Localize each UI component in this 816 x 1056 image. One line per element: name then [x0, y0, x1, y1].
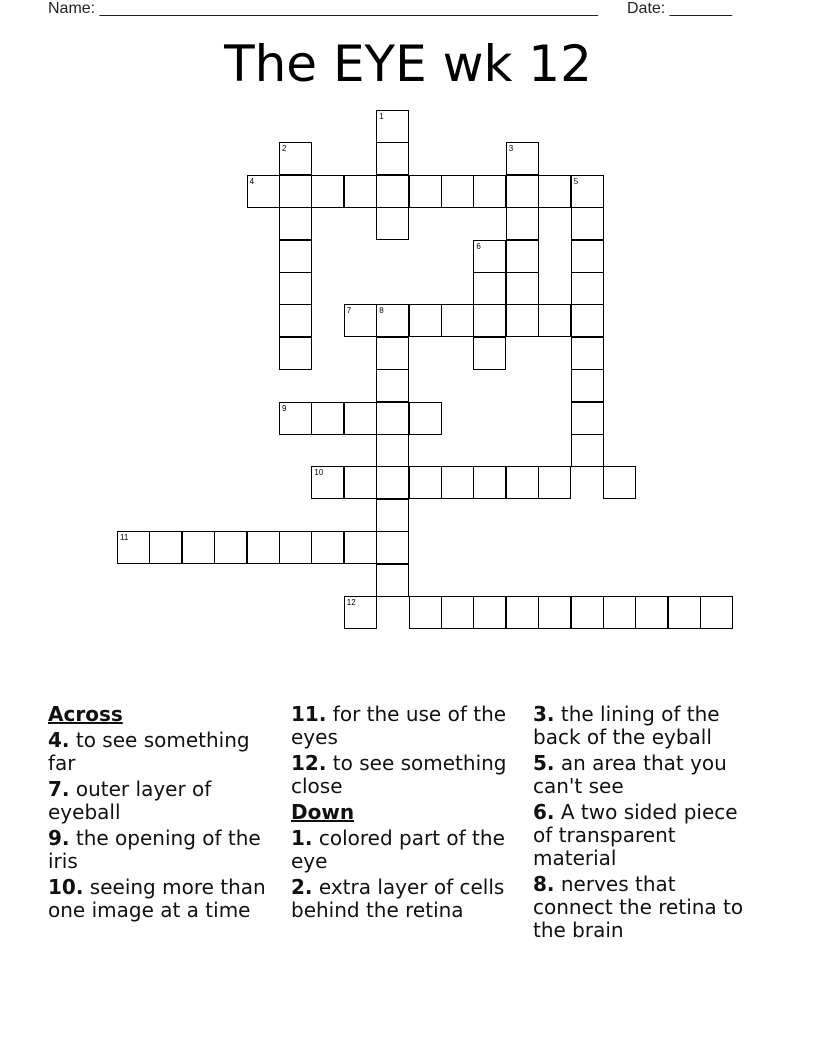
- page-title: The EYE wk 12: [224, 35, 592, 93]
- crossword-cell[interactable]: [279, 304, 312, 337]
- clue-text: colored part of the eye: [291, 826, 505, 873]
- crossword-cell[interactable]: [376, 466, 409, 499]
- clue-item: [291, 752, 516, 798]
- down-clues-list-2: [533, 703, 758, 942]
- clue-text: to see something far: [48, 728, 250, 775]
- clue-number: 2.: [291, 875, 313, 899]
- clue-item: [291, 876, 516, 922]
- crossword-cell[interactable]: [279, 531, 312, 564]
- crossword-cell[interactable]: [571, 207, 604, 240]
- clue-text: an area that you can't see: [533, 751, 727, 798]
- down-clues-list-1: [291, 827, 516, 922]
- clue-number: 9.: [48, 826, 70, 850]
- clue-number-label: 9: [282, 403, 287, 413]
- date-field-label: Date: _______: [627, 0, 732, 17]
- clue-text: A two sided piece of transparent material: [533, 800, 738, 870]
- crossword-cell[interactable]: [376, 175, 409, 208]
- clue-number-label: 3: [508, 144, 514, 154]
- crossword-cell[interactable]: [311, 402, 344, 435]
- crossword-cell[interactable]: [279, 272, 312, 305]
- clue-item: [533, 873, 758, 942]
- crossword-cell[interactable]: [506, 304, 539, 337]
- clue-number: 10.: [48, 875, 84, 899]
- crossword-cell[interactable]: [376, 531, 409, 564]
- crossword-cell[interactable]: [376, 369, 409, 402]
- crossword-cell[interactable]: [149, 531, 182, 564]
- crossword-cell[interactable]: [409, 175, 442, 208]
- crossword-cell[interactable]: [473, 272, 506, 305]
- crossword-cell[interactable]: [538, 466, 571, 499]
- crossword-cell[interactable]: [344, 531, 377, 564]
- crossword-cell[interactable]: [182, 531, 215, 564]
- clue-text: extra layer of cells behind the retina: [291, 875, 505, 922]
- crossword-cell[interactable]: [376, 207, 409, 240]
- crossword-cell[interactable]: [409, 402, 442, 435]
- crossword-cell[interactable]: [247, 531, 280, 564]
- clues-column-2: [291, 703, 516, 925]
- clue-number: 8.: [533, 872, 555, 896]
- crossword-cell[interactable]: [506, 596, 539, 629]
- name-field-label: Name: ________________________________________________________: [48, 0, 598, 17]
- clue-number: 3.: [533, 702, 555, 726]
- crossword-cell[interactable]: [506, 207, 539, 240]
- crossword-cell[interactable]: [538, 304, 571, 337]
- crossword-cell[interactable]: [538, 596, 571, 629]
- crossword-cell[interactable]: [571, 240, 604, 273]
- clue-item: [291, 827, 516, 873]
- crossword-cell[interactable]: [441, 304, 474, 337]
- crossword-cell[interactable]: [506, 175, 539, 208]
- down-heading: Down: [291, 800, 355, 824]
- clue-item: [48, 876, 273, 922]
- across-heading: Across: [48, 702, 123, 726]
- clue-text: outer layer of eyeball: [48, 777, 212, 824]
- crossword-cell[interactable]: [441, 175, 474, 208]
- clue-number: 7.: [48, 777, 70, 801]
- clue-text: seeing more than one image at a time: [48, 875, 266, 922]
- crossword-cell[interactable]: [571, 402, 604, 435]
- clues-column-1: [48, 703, 273, 925]
- clue-number: 6.: [533, 800, 555, 824]
- crossword-cell[interactable]: [409, 304, 442, 337]
- crossword-cell[interactable]: [441, 596, 474, 629]
- crossword-cell[interactable]: [279, 337, 312, 370]
- clue-text: to see something close: [291, 751, 507, 798]
- crossword-cell[interactable]: [409, 466, 442, 499]
- clue-number: 1.: [291, 826, 313, 850]
- clue-number-label: 1: [379, 112, 384, 121]
- clue-number-label: 4: [249, 176, 255, 186]
- clue-number: 12.: [291, 751, 327, 775]
- crossword-cell[interactable]: [473, 175, 506, 208]
- crossword-cell[interactable]: [376, 142, 409, 175]
- crossword-cell[interactable]: [571, 434, 604, 467]
- crossword-cell[interactable]: [409, 596, 442, 629]
- crossword-cell[interactable]: [473, 466, 506, 499]
- clue-item: [291, 703, 516, 749]
- clue-number: 11.: [291, 702, 327, 726]
- crossword-cell[interactable]: [376, 337, 409, 370]
- clue-item: [533, 801, 758, 870]
- crossword-cell[interactable]: [538, 175, 571, 208]
- crossword-cell[interactable]: [506, 240, 539, 273]
- crossword-cell[interactable]: [603, 466, 636, 499]
- clue-item: [48, 778, 273, 824]
- clue-text: the lining of the back of the eyball: [533, 702, 720, 749]
- crossword-cell[interactable]: [376, 402, 409, 435]
- clue-number-label: 5: [573, 176, 579, 186]
- crossword-cell[interactable]: [571, 272, 604, 305]
- across-clues-list-1: [48, 729, 273, 922]
- clue-number-label: 6: [476, 241, 481, 251]
- crossword-cell[interactable]: [279, 175, 312, 208]
- crossword-cell[interactable]: [344, 402, 377, 435]
- crossword-cell[interactable]: [279, 207, 312, 240]
- clue-item: [533, 703, 758, 749]
- clue-text: the opening of the iris: [48, 826, 261, 873]
- crossword-cell[interactable]: [473, 304, 506, 337]
- crossword-cell[interactable]: [311, 531, 344, 564]
- crossword-cell[interactable]: [506, 272, 539, 305]
- across-clues-list-2: [291, 703, 516, 798]
- crossword-cell[interactable]: [376, 564, 409, 597]
- clue-number-label: 8: [379, 306, 384, 316]
- crossword-cell[interactable]: [571, 596, 604, 629]
- clue-number: 5.: [533, 751, 555, 775]
- crossword-cell[interactable]: [441, 466, 474, 499]
- crossword-cell[interactable]: [473, 596, 506, 629]
- crossword-cell[interactable]: [311, 175, 344, 208]
- clue-number: 4.: [48, 728, 70, 752]
- clue-text: nerves that connect the retina to the brain: [533, 872, 744, 942]
- clue-number-label: 11: [120, 533, 129, 543]
- crossword-cell[interactable]: [668, 596, 701, 629]
- crossword-cell[interactable]: [571, 304, 604, 337]
- clue-number-label: 12: [346, 598, 356, 607]
- crossword-cell[interactable]: [603, 596, 636, 629]
- crossword-cell[interactable]: [700, 596, 733, 629]
- clue-number-label: 2: [282, 144, 287, 154]
- crossword-cell[interactable]: [344, 175, 377, 208]
- crossword-cell[interactable]: [571, 369, 604, 402]
- clue-text: for the use of the eyes: [291, 702, 507, 749]
- clue-item: [48, 827, 273, 873]
- crossword-cell[interactable]: [376, 499, 409, 532]
- crossword-cell[interactable]: [506, 466, 539, 499]
- clues-column-3: [533, 703, 758, 945]
- crossword-cell[interactable]: [473, 337, 506, 370]
- crossword-cell[interactable]: [376, 434, 409, 467]
- crossword-cell[interactable]: [279, 240, 312, 273]
- crossword-cell[interactable]: [635, 596, 668, 629]
- clue-number-label: 7: [346, 306, 352, 316]
- clue-number-label: 10: [314, 468, 324, 478]
- clue-item: [533, 752, 758, 798]
- clue-item: [48, 729, 273, 775]
- crossword-cell[interactable]: [214, 531, 247, 564]
- crossword-cell[interactable]: [571, 337, 604, 370]
- crossword-cell[interactable]: [344, 466, 377, 499]
